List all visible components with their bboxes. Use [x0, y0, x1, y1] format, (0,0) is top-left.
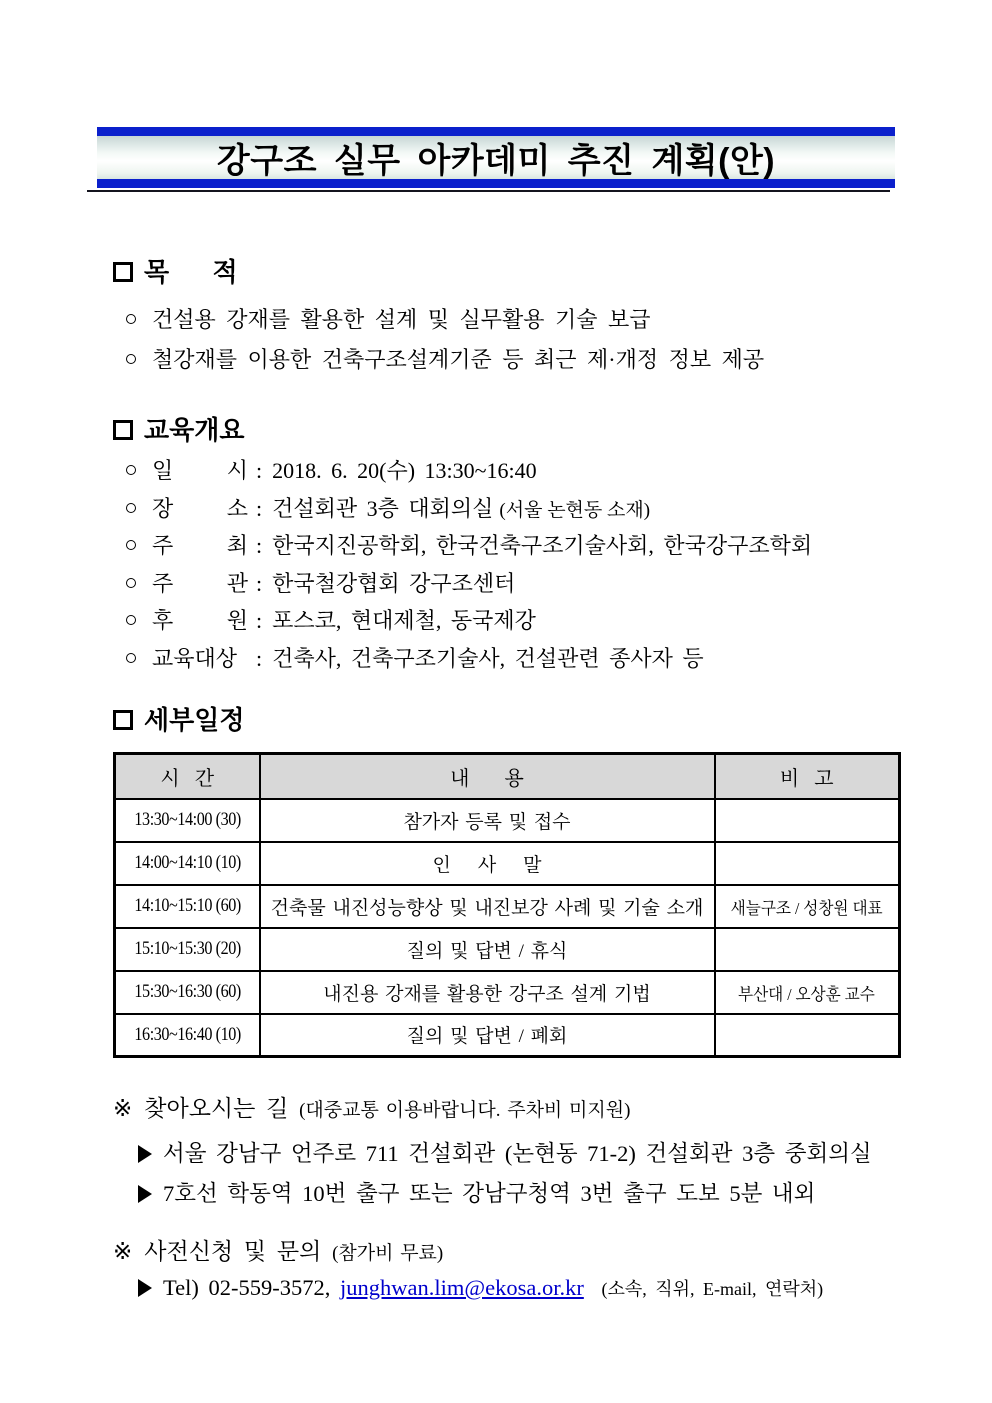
directions-item — [138, 1176, 815, 1208]
banner-body — [97, 136, 895, 179]
square-box-icon — [113, 262, 133, 282]
section-heading-overview — [113, 410, 244, 447]
contact-info-note: (소속, 직위, E-mail, 연락처) — [601, 1279, 824, 1299]
table-header-row — [115, 754, 900, 799]
overview-row — [126, 452, 812, 490]
overview-row — [126, 602, 812, 640]
arrow-right-icon — [138, 1185, 152, 1203]
purpose-item — [126, 343, 764, 374]
banner-underline — [87, 190, 890, 192]
circle-bullet-icon — [126, 465, 136, 475]
overview-label: 교육대상 — [152, 645, 238, 671]
email-link[interactable]: junghwan.lim@ekosa.or.kr — [340, 1275, 584, 1300]
overview-separator: : — [256, 608, 263, 633]
reference-mark-icon: ※ — [113, 1239, 133, 1264]
cell-time: 16:30~16:40 (10) — [134, 1023, 241, 1045]
cell-content: 인 사 말 — [260, 842, 715, 885]
contact-heading — [113, 1233, 443, 1266]
schedule-heading-label: 세부일정 — [144, 705, 245, 735]
purpose-item-text: 철강재를 이용한 건축구조설계기준 등 최근 제·개정 정보 제공 — [152, 347, 765, 372]
directions-heading-label: 찾아오시는 길 — [144, 1096, 289, 1121]
cell-content: 내진용 강재를 활용한 강구조 설계 기법 — [260, 971, 715, 1014]
cell-content: 건축물 내진성능향상 및 내진보강 사례 및 기술 소개 — [260, 885, 715, 928]
overview-row — [126, 565, 812, 603]
overview-row — [126, 640, 812, 678]
circle-bullet-icon — [126, 503, 136, 513]
overview-heading-label: 교육개요 — [144, 415, 245, 445]
overview-label: 장 소 — [152, 495, 248, 521]
page-title: 강구조 실무 아카데미 추진 계획(안) — [216, 142, 776, 180]
overview-separator: : — [256, 533, 263, 558]
purpose-item — [126, 303, 651, 334]
contact-line — [138, 1275, 823, 1301]
arrow-right-icon — [138, 1145, 152, 1163]
overview-value: 포스코, 현대제철, 동국제강 — [272, 608, 536, 633]
cell-remark: 부산대 / 오상훈 교수 — [738, 984, 876, 1004]
circle-bullet-icon — [126, 314, 136, 324]
overview-label: 일 시 — [152, 458, 248, 483]
table-row — [115, 928, 900, 971]
overview-separator: : — [256, 458, 263, 483]
circle-bullet-icon — [126, 615, 136, 625]
section-heading-schedule — [113, 700, 244, 737]
cell-time: 15:30~16:30 (60) — [134, 981, 241, 1002]
overview-separator: : — [256, 495, 263, 521]
reference-mark-icon: ※ — [113, 1096, 133, 1121]
overview-value: 건축사, 건축구조기술사, 건설관련 종사자 등 — [272, 645, 704, 671]
cell-remark: 새늘구조 / 성창원 대표 — [730, 898, 883, 918]
contact-heading-label: 사전신청 및 문의 — [144, 1239, 322, 1264]
square-box-icon — [113, 710, 133, 730]
col-header-time: 시 간 — [115, 754, 260, 799]
overview-value: 건설회관 3층 대회의실 — [272, 495, 494, 521]
table-row — [115, 971, 900, 1014]
overview-value: 2018. 6. 20(수) 13:30~16:40 — [272, 458, 537, 483]
schedule-table — [113, 752, 901, 1058]
cell-content: 질의 및 답변 / 휴식 — [260, 928, 715, 971]
section-heading-purpose — [113, 252, 238, 289]
purpose-heading-label: 목 적 — [144, 257, 238, 287]
overview-label: 주 관 — [152, 570, 248, 596]
cell-time: 14:00~14:10 (10) — [134, 852, 241, 873]
cell-time: 14:10~15:10 (60) — [134, 895, 241, 916]
overview-row — [126, 490, 812, 528]
square-box-icon — [113, 420, 133, 440]
circle-bullet-icon — [126, 578, 136, 588]
directions-heading — [113, 1090, 630, 1123]
overview-label: 주 최 — [152, 533, 248, 558]
arrow-right-icon — [138, 1279, 152, 1297]
schedule-table-wrap — [113, 752, 901, 1058]
col-header-remark: 비 고 — [715, 754, 900, 799]
overview-separator: : — [256, 570, 263, 596]
circle-bullet-icon — [126, 653, 136, 663]
overview-value: 한국철강협회 강구조센터 — [272, 570, 516, 596]
cell-content: 질의 및 답변 / 폐회 — [260, 1014, 715, 1057]
cell-content: 참가자 등록 및 접수 — [260, 799, 715, 842]
contact-heading-note: (참가비 무료) — [332, 1243, 444, 1264]
overview-value: 한국지진공학회, 한국건축구조기술사회, 한국강구조학회 — [272, 533, 813, 558]
purpose-item-text: 건설용 강재를 활용한 설계 및 실무활용 기술 보급 — [152, 307, 651, 332]
overview-value-note: (서울 논현동 소재) — [499, 499, 651, 521]
overview-separator: : — [256, 645, 263, 671]
directions-item-text: 7호선 학동역 10번 출구 또는 강남구청역 3번 출구 도보 5분 내외 — [163, 1181, 816, 1206]
circle-bullet-icon — [126, 540, 136, 550]
directions-item-text: 서울 강남구 언주로 711 건설회관 (논현동 71-2) 건설회관 3층 중회의실 — [163, 1141, 872, 1166]
col-header-content: 내 용 — [260, 754, 715, 799]
title-banner — [97, 127, 895, 192]
circle-bullet-icon — [126, 354, 136, 364]
overview-label: 후 원 — [152, 608, 248, 633]
contact-tel: Tel) 02-559-3572, — [163, 1275, 331, 1300]
directions-item — [138, 1136, 872, 1168]
cell-time: 13:30~14:00 (30) — [134, 809, 241, 830]
overview-row — [126, 527, 812, 565]
cell-time: 15:10~15:30 (20) — [134, 938, 241, 959]
table-row — [115, 1014, 900, 1057]
table-row — [115, 799, 900, 842]
directions-heading-note: (대중교통 이용바랍니다. 주차비 미지원) — [299, 1100, 631, 1121]
overview-list — [126, 452, 812, 677]
table-row — [115, 842, 900, 885]
table-row — [115, 885, 900, 928]
